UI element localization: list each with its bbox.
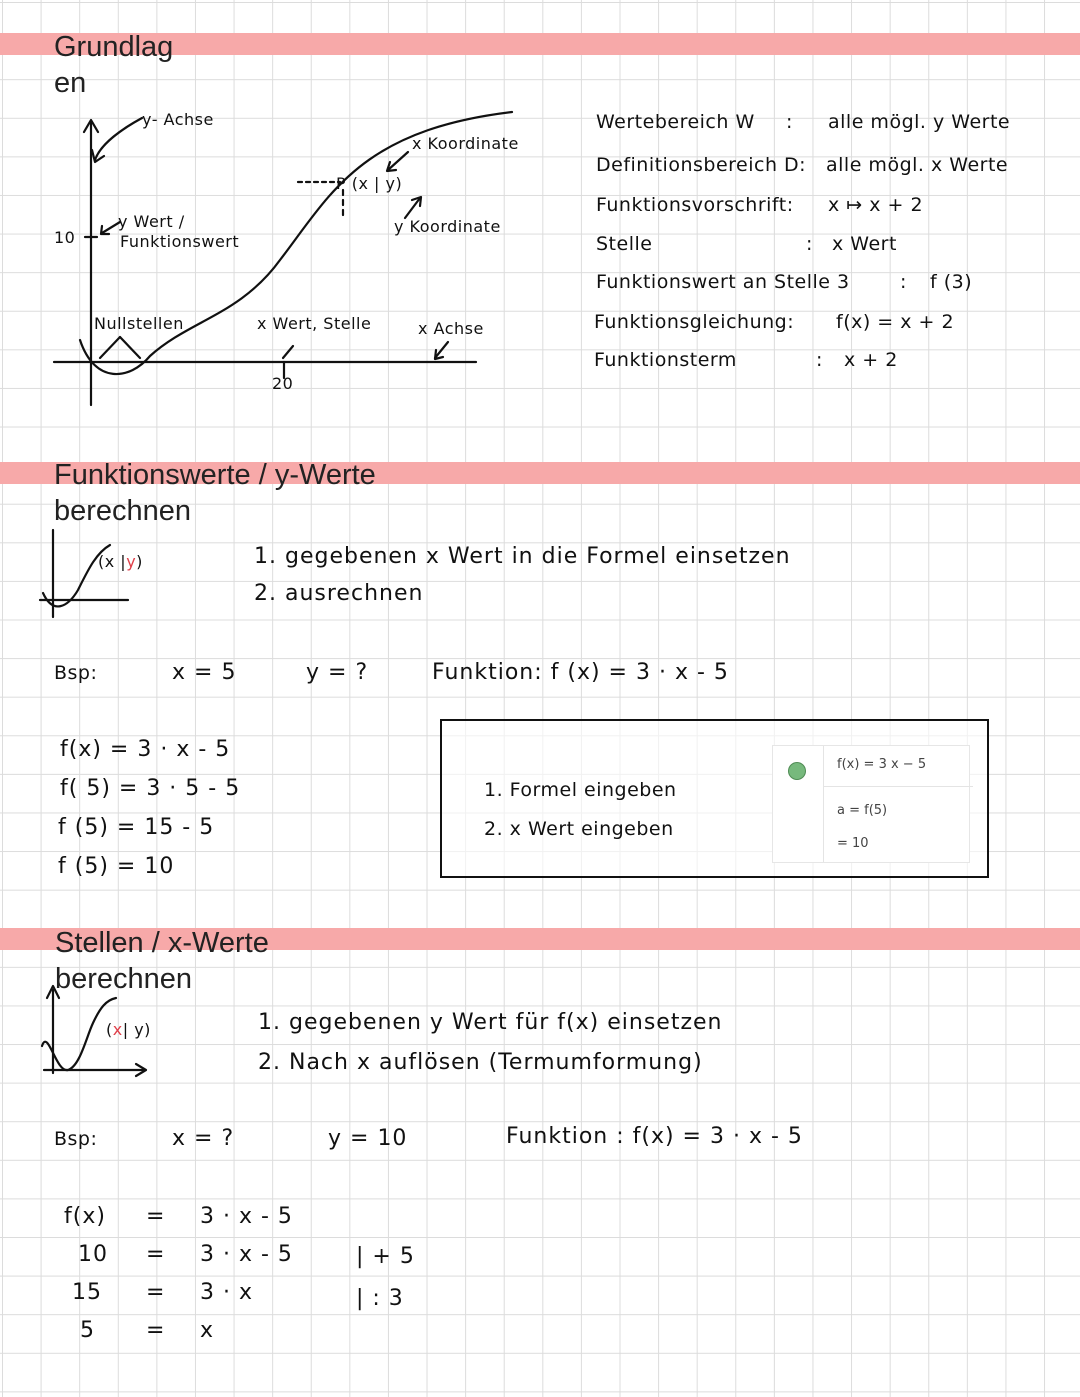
example-function: Funktion : f(x) = 3 · x - 5 [506,1124,803,1149]
definition-sep: : [816,349,823,371]
arrow-y-axis [95,118,142,160]
section2-title-line1: Funktionswerte / y-Werte [54,459,376,491]
x-sketch-point: (x| y) [106,1020,151,1039]
work-line: f( 5) = 3 · 5 - 5 [60,776,241,801]
definition-value: x Wert [832,233,897,255]
solve-left: f(x) [64,1204,106,1229]
box-step-1: 1. Formel eingeben [484,779,677,801]
calc-row-function[interactable]: f(x) = 3 x − 5 [837,757,927,772]
definition-value: x + 2 [844,349,898,371]
definition-term: Funktionsvorschrift: [596,194,794,216]
solve-eq: = [146,1280,166,1305]
definition-sep: : [786,111,793,133]
definition-term: Funktionsterm [594,349,737,371]
y-tick-label: 10 [54,228,76,247]
arrow-y-coord [405,198,420,218]
y-coordinate-label: y Koordinate [394,217,501,236]
section1-title-line2: en [54,67,87,99]
y-value-sketch [38,525,178,625]
example-x: x = 5 [172,660,237,685]
definition-sep: : [900,271,907,293]
definition-term: Stelle [596,233,653,255]
definition-value: x ↦ x + 2 [828,194,924,216]
calculator-panel [772,745,970,863]
section3-title-line2: berechnen [55,963,193,995]
point-label: P (x | y) [336,174,403,193]
work-line: f (5) = 10 [58,854,175,879]
section2-title [54,457,376,529]
solve-op: | : 3 [356,1286,404,1311]
solve-eq: = [146,1204,166,1229]
zeros-label: Nullstellen [94,314,184,333]
work-line: f (5) = 15 - 5 [58,815,215,840]
example-y: y = 10 [328,1126,408,1151]
arrow-x-value [283,346,293,358]
solve-left: 15 [72,1280,102,1305]
solve-right: 3 · x - 5 [200,1242,293,1267]
solve-left: 5 [80,1318,95,1343]
solve-right: 3 · x [200,1280,253,1305]
definition-sep: : [806,233,813,255]
y-value-label-1: y Wert / [118,212,185,231]
arrow-zeros-right [120,337,140,358]
arrow-zeros-left [100,337,120,358]
example-label: Bsp: [54,662,98,684]
example-y: y = ? [306,660,369,685]
y-step-1: 1. gegebenen x Wert in die Formel einsetzen [254,544,791,569]
work-line: f(x) = 3 · x - 5 [60,737,231,762]
definition-value: f (3) [930,271,973,293]
solve-right: 3 · x - 5 [200,1204,293,1229]
solve-op: | + 5 [356,1244,415,1269]
example-label: Bsp: [54,1128,98,1150]
x-step-1: 1. gegebenen y Wert für f(x) einsetzen [258,1010,723,1035]
function-visibility-toggle[interactable] [788,762,806,780]
solve-eq: = [146,1242,166,1267]
y-sketch-point: (x |y) [98,552,143,571]
definition-value: f(x) = x + 2 [836,311,955,333]
section1-title-line1: Grundlag [54,31,174,63]
calc-row-result: = 10 [837,836,869,851]
section3-title-line1: Stellen / x-Werte [55,927,269,959]
x-tick-label: 20 [272,374,294,393]
definition-value: alle mögl. x Werte [826,154,1009,176]
y-axis-label: y- Achse [142,110,214,129]
definition-term: Funktionsgleichung: [594,311,795,333]
example-function: Funktion: f (x) = 3 · x - 5 [432,660,729,685]
solve-eq: = [146,1318,166,1343]
definition-term: Wertebereich W [596,111,755,133]
section2-title-line2: berechnen [54,495,192,527]
x-axis-label: x Achse [418,319,484,338]
example-x: x = ? [172,1126,235,1151]
arrow-x-coord [388,152,408,170]
solve-left: 10 [78,1242,108,1267]
definition-term: Funktionswert an Stelle 3 [596,271,850,293]
x-value-label: x Wert, Stelle [257,314,372,333]
solve-right: x [200,1318,215,1343]
section1-title [54,29,173,101]
definition-term: Definitionsbereich D: [596,154,807,176]
box-step-2: 2. x Wert eingeben [484,818,674,840]
y-value-label-2: Funktionswert [120,232,240,251]
calc-row-assignment[interactable]: a = f(5) [837,803,888,818]
definition-value: alle mögl. y Werte [828,111,1011,133]
x-coordinate-label: x Koordinate [412,134,519,153]
y-step-2: 2. ausrechnen [254,581,424,606]
x-step-2: 2. Nach x auflösen (Termumformung) [258,1050,703,1075]
